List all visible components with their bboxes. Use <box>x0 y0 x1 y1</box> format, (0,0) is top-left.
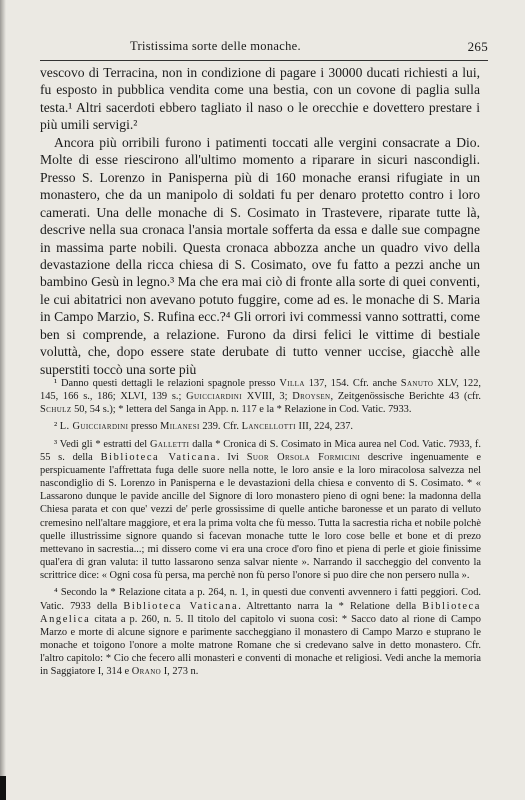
header-rule <box>40 60 488 61</box>
footnote-1: ¹ Danno questi dettagli le relazioni spagnole presso Villa 137, 154. Cfr. anche Sanuto XLV, 122, 145, 166 s., 186; XLVI, 139 s.; Guicciardini XVIII, 3; Droysen, Zeitgenössische Berichte 43 (cfr. Schulz 50, 54 s.); * lettera del Sanga in App. n. 117 e la * Relazione in Cod. Vatic. 7933. <box>40 378 481 416</box>
footnote-4: ⁴ Secondo la * Relazione citata a p. 264, n. 1, in questi due conventi avvennero i fatti peggiori. Cod. Vatic. 7933 della Biblioteca Vaticana. Altrettanto narra la * Relatione della Biblioteca Angelica citata a p. 260, n. 5. Il titolo del capitolo vi suona così: * Sacco dato al rione di Campo Marzo e morte di alcune signore e parimente saccheggiano il monastero di Campo Marzo e stuprano le monache et toigono l'onore a molte matrone Romane che si credevano salve in detto monastero. Cfr. l'altro capitolo: * Cio che fecero alli monasteri e conventi di monache et religiosi. Vedi anche la memoria in Saggiatore I, 314 e Orano I, 273 n. <box>40 587 481 678</box>
scan-edge-mark <box>0 776 6 800</box>
page-header <box>40 37 488 55</box>
main-text <box>40 64 480 378</box>
body-paragraph: Ancora più orribili furono i patimenti toccati alle vergini consacrate a Dio. Molte di esse riescirono all'ultimo momento a riparare in sicuri nascondigli. Presso S. Lorenzo in Panisperna più di 160 monache eransi rifugiate in un monastero, che da un manipolo di soldati fu per denaro protetto contro i loro camerati. Una delle monache di S. Cosimato in Trastevere, riparate tutte là, descrive nella sua cronaca l'ansia mortale sofferta da essa e dalle sue compagne in massima parte nobili. Questa cronaca abbozza anche un quadro vivo della devastazione della ricca chiesa di S. Cosimato, ove fu fatto a pezzi anche un bambino Gesù in legno.³ Ma che era mai ciò di fronte alla sorte di quei conventi, le cui abitatrici non avevano potuto fuggire, come ad es. le monache di S. Maria in Campo Marzio, S. Rufina ecc.?⁴ Gli orrori ivi commessi vanno sottratti, come ben si comprende, a relazione. Furono da dirsi felici le vittime di bestiale voluttà, che, dopo essere state derubate di tutto venner uccise, giacchè alle superstiti toccò una sorte più <box>40 134 480 377</box>
page-number: 265 <box>467 39 488 54</box>
running-title: Tristissima sorte delle monache. <box>130 39 301 53</box>
binding-shadow <box>0 0 6 800</box>
footnote-3: ³ Vedi gli * estratti del Galletti dalla * Cronica di S. Cosimato in Mica aurea nel Cod. Vatic. 7933, f. 55 s. della Biblioteca Vaticana. Ivi Suor Orsola Formicini descrive ingenuamente e perspicuamente l'affrettata fuga delle suore nella notte, le loro ansie e la loro miracolosa salvezza nel nascondiglio di S. Lorenzo in Panisperna e le devastazioni della chiesa e convento di S. Cosimato. * « Lassarono dunque le pavide ancille del Signore di loro monastero pieno di ogni bene: la madonna della Chiesa parata et con que' vezzi de' perle grossissime di quelle antiche baronesse et un parato di velluto cremesino nell'altare maggiore, et era la prima volta che fù messo. Tutta la sacrestia richa et nobile polchè quelle illustrissime signore quando si facevan monache tutte le loro cose belle et bone et di prezo mettevano in sacrestia...; mi dissero come vi era una croce d'oro fino et piena di perle et gioie finissime qual'era di gran valuta: il tutto lassarono senza salvar niente ». Narrando il saccheggio del convento la scrittrice dice: « Ogni cosa fù persa, ma perchè non fù perso l'onore si puo dire che non persero nulla ». <box>40 438 481 582</box>
body-paragraph: vescovo di Terracina, non in condizione di pagare i 30000 ducati richiesti a lui, fu esposto in pubblica vendita come una bestia, con un covone di paglia sulla testa.¹ Altri sacerdoti ebbero tagliato il naso o le orecchie e dovettero prestare i più umili servigi.² <box>40 65 480 133</box>
footnote-2: ² L. Guicciardini presso Milanesi 239. Cfr. Lancellotti III, 224, 237. <box>54 421 354 433</box>
footnotes <box>40 377 481 682</box>
